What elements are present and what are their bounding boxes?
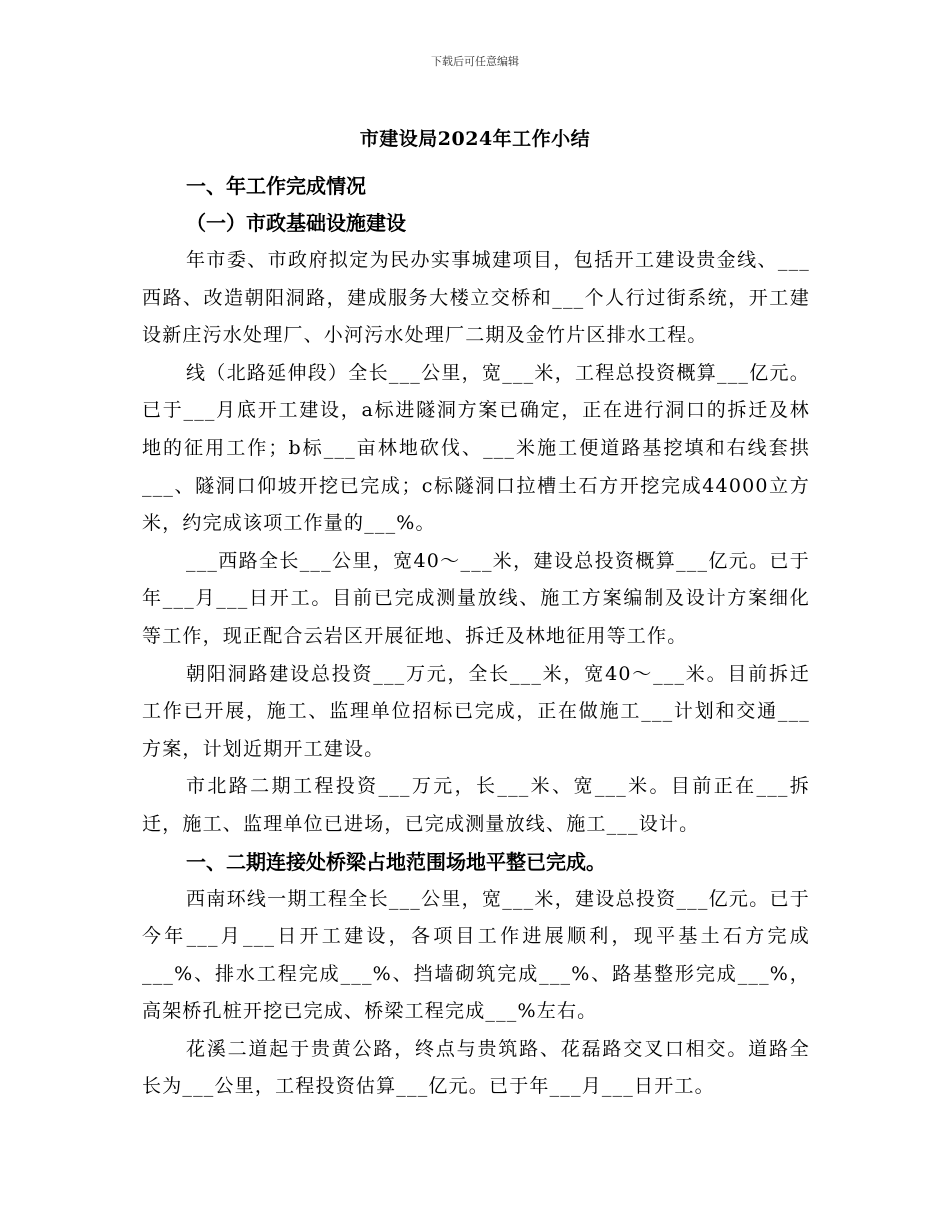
document-title: 市建设局2024年工作小结: [359, 128, 591, 150]
document-body: [142, 168, 810, 1106]
paragraph: ___西路全长___公里，宽40～___米，建设总投资概算___亿元。已于年___月___日开工。目前已完成测量放线、施工方案编制及设计方案细化等工作，现正配合云岩区开展征地、拆迁及林地征用等工作。: [142, 549, 810, 647]
paragraph: 市北路二期工程投资___万元，长___米、宽___米。目前正在___拆迁，施工、监理单位已进场，已完成测量放线、施工___设计。: [142, 775, 810, 835]
paragraph: 年市委、市政府拟定为民办实事城建项目，包括开工建设贵金线、___西路、改造朝阳洞路，建成服务大楼立交桥和___个人行过街系统，开工建设新庄污水处理厂、小河污水处理厂二期及金竹片区排水工程。: [142, 249, 810, 347]
paragraph: 西南环线一期工程全长___公里，宽___米，建设总投资___亿元。已于今年___月___日开工建设，各项目工作进展顺利，现平基土石方完成___%、排水工程完成___%、挡墙砌筑完成___%、路基整形完成___%，高架桥孔桩开挖已完成、桥梁工程完成___%左右。: [142, 887, 810, 1023]
page-header-note: 下载后可任意编辑: [431, 55, 519, 68]
section-heading-annual-summary: 一、年工作完成情况: [186, 174, 366, 198]
section-heading-bridge-site-leveling: 一、二期连接处桥梁占地范围场地平整已完成。: [186, 849, 606, 874]
subsection-heading-municipal-infrastructure: （一）市政基础设施建设: [186, 211, 406, 235]
paragraph: 朝阳洞路建设总投资___万元，全长___米，宽40～___米。目前拆迁工作已开展，施工、监理单位招标已完成，正在做施工___计划和交通___方案，计划近期开工建设。: [142, 662, 810, 760]
paragraph: 花溪二道起于贵黄公路，终点与贵筑路、花磊路交叉口相交。道路全长为___公里，工程投资估算___亿元。已于年___月___日开工。: [142, 1037, 810, 1098]
paragraph: 线（北路延伸段）全长___公里，宽___米，工程总投资概算___亿元。已于___月底开工建设，a标进隧洞方案已确定，正在进行洞口的拆迁及林地的征用工作；b标___亩林地砍伐、___米施工便道路基挖填和右线套拱___、隧洞口仰坡开挖已完成；c标隧洞口拉槽土石方开挖完成44000立方米，约完成该项工作量的___%。: [142, 361, 810, 535]
